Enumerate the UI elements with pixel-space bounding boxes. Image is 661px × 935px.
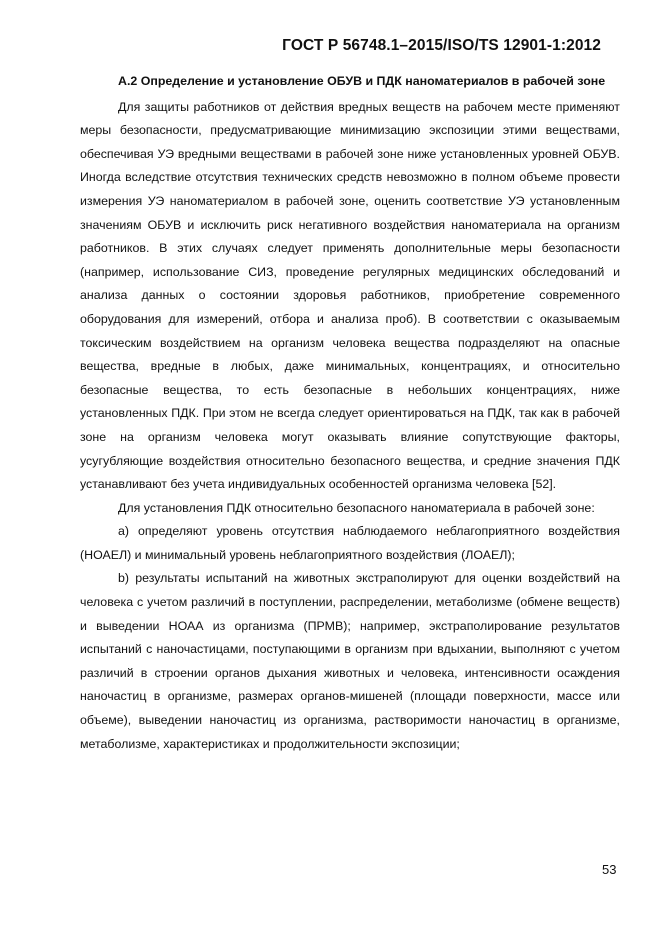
section-heading: А.2 Определение и установление ОБУВ и ПДК наноматериалов в рабочей зоне	[118, 74, 606, 88]
paragraph-pdk-lead: Для установления ПДК относительно безопасного наноматериала в рабочей зоне:	[118, 500, 595, 515]
list-item-a: a) определяют уровень отсутствия наблюдаемого неблагоприятного воздействия (НОАЕЛ) и минимальный уровень неблагоприятного воздействия (ЛОАЕЛ);	[80, 524, 620, 562]
standard-number-header: ГОСТ Р 56748.1–2015/ISO/TS 12901-1:2012	[282, 37, 601, 54]
list-item-b: b) результаты испытаний на животных экстраполируют для оценки воздействий на человека с учетом различий в поступлении, распределении, метаболизме (обмене веществ) и выведении НОАА из организма (ПРМВ); например, экстраполирование результатов испытаний с наночастицами, поступающими в организм при вдыхании, выполняют с учетом различий в строении органов дыхания животных и человека, интенсивности осаждения наночастиц в организме, размерах органов-мишеней (площади поверхности, массе или объеме), выведении наночастиц из организма, растворимости наночастиц в организме, метаболизме, характеристиках и продолжительности экспозиции;	[80, 571, 620, 751]
paragraph-intro: Для защиты работников от действия вредных веществ на рабочем месте применяют меры безопасности, предусматривающие минимизацию экспозиции этими веществами, обеспечивая УЭ вредными веществами в рабочей зоне ниже установленных уровней ОБУВ. Иногда вследствие отсутствия технических средств невозможно в полном объеме провести измерения УЭ наноматериалом в рабочей зоне, оценить соответствие УЭ установленным значениям ОБУВ и исключить риск негативного воздействия наноматериала на организм работников. В этих случаях следует применять дополнительные меры безопасности (например, использование СИЗ, проведение регулярных медицинских обследований и анализа данных о состоянии здоровья работников, приобретение современного оборудования для измерений, отбора и анализа проб). В соответствии с оказываемым токсическим воздействием на организм человека вещества подразделяют на опасные вещества, вредные в любых, даже минимальных, концентрациях, и относительно безопасные вещества, то есть безопасные в небольших концентрациях, ниже установленных ПДК. При этом не всегда следует ориентироваться на ПДК, так как в рабочей зоне на организм человека могут оказывать влияние сопутствующие факторы, усугубляющие воздействия относительно безопасного вещества, и средние значения ПДК устанавливают без учета индивидуальных особенностей организма человека [52].	[80, 99, 620, 492]
page-number: 53	[602, 862, 617, 877]
body-text	[80, 70, 620, 756]
